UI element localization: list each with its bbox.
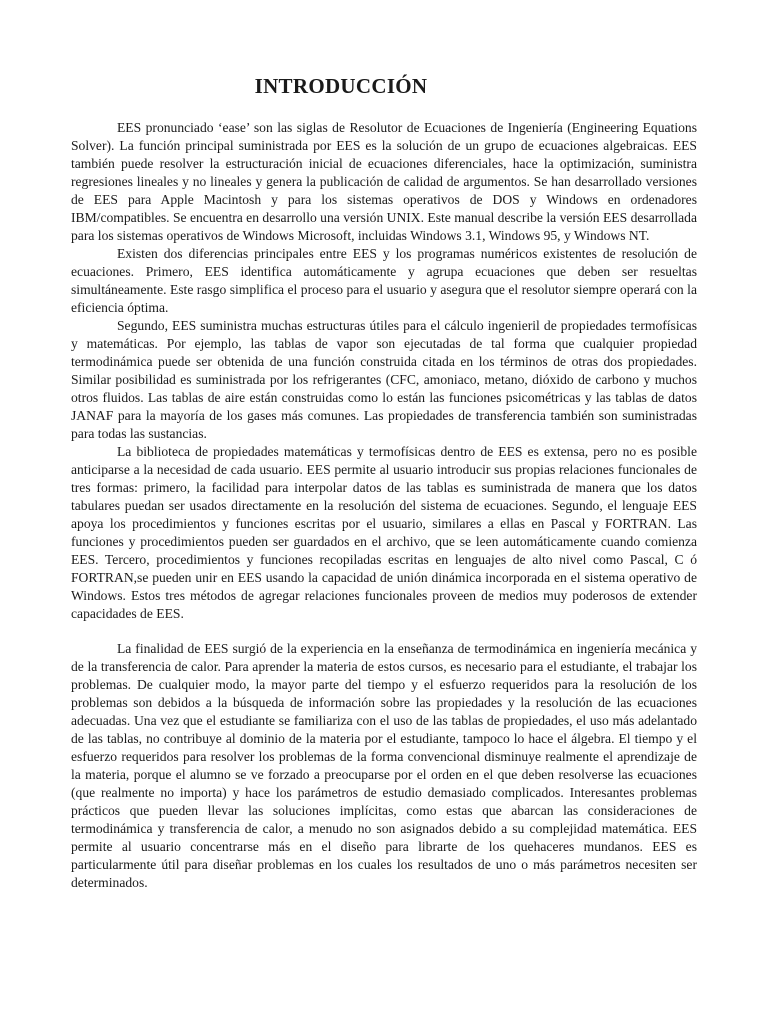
paragraph: Segundo, EES suministra muchas estructuras útiles para el cálculo ingenieril de propiedades termofísicas y matemáticas. Por ejemplo, las tablas de vapor son ejecutadas de tal forma que cualquier propiedad termodinámica puede ser obtenida de una función construida citada en los términos de otras dos propiedades. Similar posibilidad es suministrada por los refrigerantes (CFC, amoniaco, metano, dióxido de carbono y muchos otros fluidos. Las tablas de aire están construidas como lo están las funciones psicométricas y las tablas de datos JANAF para la mayoría de los gases más comunes. Las propiedades de transferencia también son suministradas para todas las sustancias. <box>71 318 697 441</box>
document-body <box>71 119 697 892</box>
paragraph: Existen dos diferencias principales entre EES y los programas numéricos existentes de resolución de ecuaciones. Primero, EES identifica automáticamente y agrupa ecuaciones que deben ser resueltas simultáneamente. Este rasgo simplifica el proceso para el usuario y asegura que el resolutor siempre operará con la eficiencia óptima. <box>71 246 697 315</box>
paragraph: La finalidad de EES surgió de la experiencia en la enseñanza de termodinámica en ingeniería mecánica y de la transferencia de calor. Para aprender la materia de estos cursos, es necesario para el estudiante, el trabajar los problemas. De cualquier modo, la mayor parte del tiempo y el esfuerzo requeridos para la resolución de los problemas son debidos a la búsqueda de información sobre las propiedades y la resolución de las ecuaciones adecuadas. Una vez que el estudiante se familiariza con el uso de las tablas de propiedades, el uso más adelantado de las tablas, no contribuye al dominio de la materia por el estudiante, tampoco lo hace el álgebra. El tiempo y el esfuerzo requeridos para resolver los problemas de la forma convencional disminuye realmente el aprendizaje de la materia, porque el alumno se ve forzado a preocuparse por el orden en el que deben resolverse las ecuaciones (que realmente no importa) y hace los parámetros de estudio demasiado complicados. Interesantes problemas prácticos que pueden llevar las soluciones implícitas, como estas que abarcan las consideraciones de termodinámica y transferencia de calor, a menudo no son asignados debido a su complejidad matemática. EES permite al usuario concentrarse más en el diseño para librarte de los quehaceres mundanos. EES es particularmente útil para diseñar problemas en los cuales los resultados de uno o más parámetros necesiten ser determinados. <box>71 641 697 890</box>
page-title: INTRODUCCIÓN <box>254 74 428 98</box>
paragraph: EES pronunciado ‘ease’ son las siglas de Resolutor de Ecuaciones de Ingeniería (Engineering Equations Solver). La función principal suministrada por EES es la solución de un grupo de ecuaciones algebraicas. EES también puede resolver la estructuración inicial de ecuaciones diferenciales, hace la optimización, suministra regresiones lineales y no lineales y genera la publicación de calidad de argumentos. Se han desarrollado versiones de EES para Apple Macintosh y para los sistemas operativos de DOS y Windows en ordenadores IBM/compatibles. Se encuentra en desarrollo una versión UNIX. Este manual describe la versión EES desarrollada para los sistemas operativos de Windows Microsoft, incluidas Windows 3.1, Windows 95, y Windows NT. <box>71 120 697 243</box>
paragraph: La biblioteca de propiedades matemáticas y termofísicas dentro de EES es extensa, pero no es posible anticiparse a la necesidad de cada usuario. EES permite al usuario introducir sus propias relaciones funcionales de tres formas: primero, la facilidad para interpolar datos de las tablas es suministrada de manera que los datos tabulares puedan ser usados directamente en la resolución del sistema de ecuaciones. Segundo, el lenguaje EES apoya los procedimientos y funciones escritas por el usuario, similares a ellas en Pascal y FORTRAN. Las funciones y procedimientos pueden ser guardados en el archivo, que se leen automáticamente cuando comienza EES. Tercero, procedimientos y funciones recopiladas escritas en lenguajes de alto nivel como Pascal, C ó FORTRAN,se pueden unir en EES usando la capacidad de unión dinámica incorporada en el sistema operativo de Windows. Estos tres métodos de agregar relaciones funcionales proveen de medios muy poderosos de extender capacidades de EES. <box>71 444 697 621</box>
